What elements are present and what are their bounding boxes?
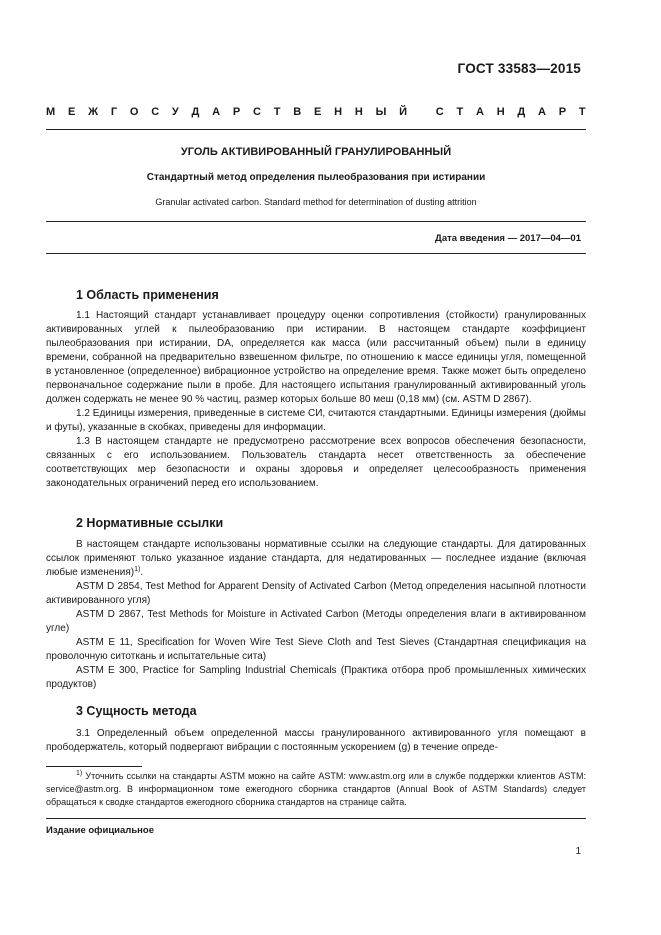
- official-edition-label: Издание официальное: [46, 825, 154, 836]
- introduction-date: Дата введения — 2017—04—01: [435, 233, 581, 244]
- paragraph-1-3: 1.3 В настоящем стандарте не предусмотрено рассмотрение всех вопросов обеспечения безопасности, связанных с его использованием. Пользователь стандарта несет ответственность за обеспечение соответствующих мер безопасности и охраны здоровья и определяет целесообразность применения законодательных ограничений перед его использованием.: [46, 436, 586, 489]
- banner-letter: Ж: [88, 106, 99, 118]
- banner-letter: Т: [273, 106, 281, 118]
- footnote-text: Уточнить ссылки на стандарты ASTM можно на сайте ASTM: www.astm.org или в службе поддержки клиентов ASTM: service@astm.org. В информационном томе ежегодного сборника стандартов (Annual Book of ASTM Standards) следует обращаться к сводке стандартов ежегодного сборника стандартов на странице сайта.: [46, 771, 586, 807]
- banner-letter: А: [538, 106, 546, 118]
- date-divider: [46, 253, 586, 254]
- page-number: 1: [575, 846, 581, 857]
- banner-letter: В: [293, 106, 302, 118]
- footer-divider: [46, 818, 586, 819]
- banner-letter: А: [212, 106, 221, 118]
- banner-letter: Р: [232, 106, 241, 118]
- banner-letter: Г: [110, 106, 118, 118]
- section-1-heading: 1 Область применения: [76, 288, 219, 302]
- footnote: [46, 770, 586, 809]
- banner-letter: Н: [334, 106, 343, 118]
- document-code: ГОСТ 33583—2015: [457, 61, 581, 76]
- banner-letter: М: [46, 106, 56, 118]
- section-2-body: [46, 538, 586, 692]
- paragraph-2-intro: [46, 538, 586, 580]
- banner-letter: Н: [496, 106, 505, 118]
- paragraph-1-2: 1.2 Единицы измерения, приведенные в системе СИ, считаются стандартными. Единицы измерения (дюймы и футы), указанные в скобках, приведены для информации.: [46, 408, 586, 433]
- banner-letter: О: [129, 106, 139, 118]
- footnote-mark: 1): [76, 770, 83, 777]
- reference-item: ASTM E 300, Practice for Sampling Industrial Chemicals (Практика отбора проб промышленных химических продуктов): [46, 665, 586, 690]
- paragraph-1-1: 1.1 Настоящий стандарт устанавливает процедуру оценки сопротивления (стойкости) гранулированных активированных углей к пылеобразованию при истирании. В настоящем стандарте коэффициент пылеобразования при истирании, DA, определяется как масса (или рассчитанный объем) пыли в единицу времени, собранной на предварительно взвешенном фильтре, по отношению к массе единицы угля, помещенной в установленное (определенное) вибрационное устройство на определение время. Также может быть определено первоначальное содержание пыли в пробе. Для настоящего испытания гранулированный активированный уголь должен содержать не менее 90 % частиц, размер которых больше 80 меш (0,18 мм) (см. ASTM D 2867).: [46, 310, 586, 405]
- title-divider: [46, 221, 586, 222]
- banner-letter: Д: [191, 106, 200, 118]
- banner-letter: С: [253, 106, 261, 118]
- paragraph-3-1: 3.1 Определенный объем определенной массы гранулированного активированного угля помещают в прободержатель, который подвергают вибрации с постоянным ускорением (g) в течение опреде-: [46, 728, 586, 753]
- section-1-body: [46, 309, 586, 491]
- banner-letter: Ы: [375, 106, 387, 118]
- section-3-body: [46, 727, 586, 755]
- document-title: УГОЛЬ АКТИВИРОВАННЫЙ ГРАНУЛИРОВАННЫЙ: [180, 146, 452, 158]
- paragraph-2-intro-end: .: [140, 567, 144, 578]
- banner-letter: Т: [456, 106, 464, 118]
- section-2-heading: 2 Нормативные ссылки: [76, 516, 224, 530]
- banner-letter: Е: [67, 106, 76, 118]
- english-title: Granular activated carbon. Standard method for determination of dusting attrition: [155, 197, 477, 207]
- section-3-heading: 3 Сущность метода: [76, 704, 197, 718]
- reference-item: ASTM D 2854, Test Method for Apparent Density of Activated Carbon (Метод определения насыпной плотности активированного угля): [46, 581, 586, 606]
- banner-letter: Й: [399, 106, 408, 118]
- banner-letter: Е: [314, 106, 322, 118]
- banner-letter: У: [171, 106, 179, 118]
- footnote-text-block: [46, 770, 586, 809]
- header-divider: [46, 129, 586, 130]
- banner-word-gap: [420, 106, 423, 118]
- document-subtitle: Стандартный метод определения пылеобразования при истирании: [146, 172, 486, 183]
- interstate-standard-banner: [46, 106, 586, 118]
- banner-letter: Р: [558, 106, 567, 118]
- banner-letter: А: [475, 106, 484, 118]
- banner-letter: Т: [578, 106, 586, 118]
- footnote-divider: [46, 766, 142, 767]
- banner-letter: С: [151, 106, 160, 118]
- reference-item: ASTM E 11, Specification for Woven Wire Test Sieve Cloth and Test Sieves (Стандартная спецификация на проволочную ситоткань и испытательные сита): [46, 637, 586, 662]
- banner-letter: Д: [517, 106, 526, 118]
- banner-letter: Н: [354, 106, 363, 118]
- reference-item: ASTM D 2867, Test Methods for Moisture in Activated Carbon (Методы определения влаги в активированном угле): [46, 609, 586, 634]
- paragraph-2-intro-text: В настоящем стандарте использованы нормативные ссылки на следующие стандарты. Для датированных ссылок применяют только указанное издание стандарта, для недатированных — последнее издание (включая любые изменения): [46, 539, 586, 578]
- banner-letter: С: [435, 106, 444, 118]
- footnote-ref: 1): [134, 566, 141, 573]
